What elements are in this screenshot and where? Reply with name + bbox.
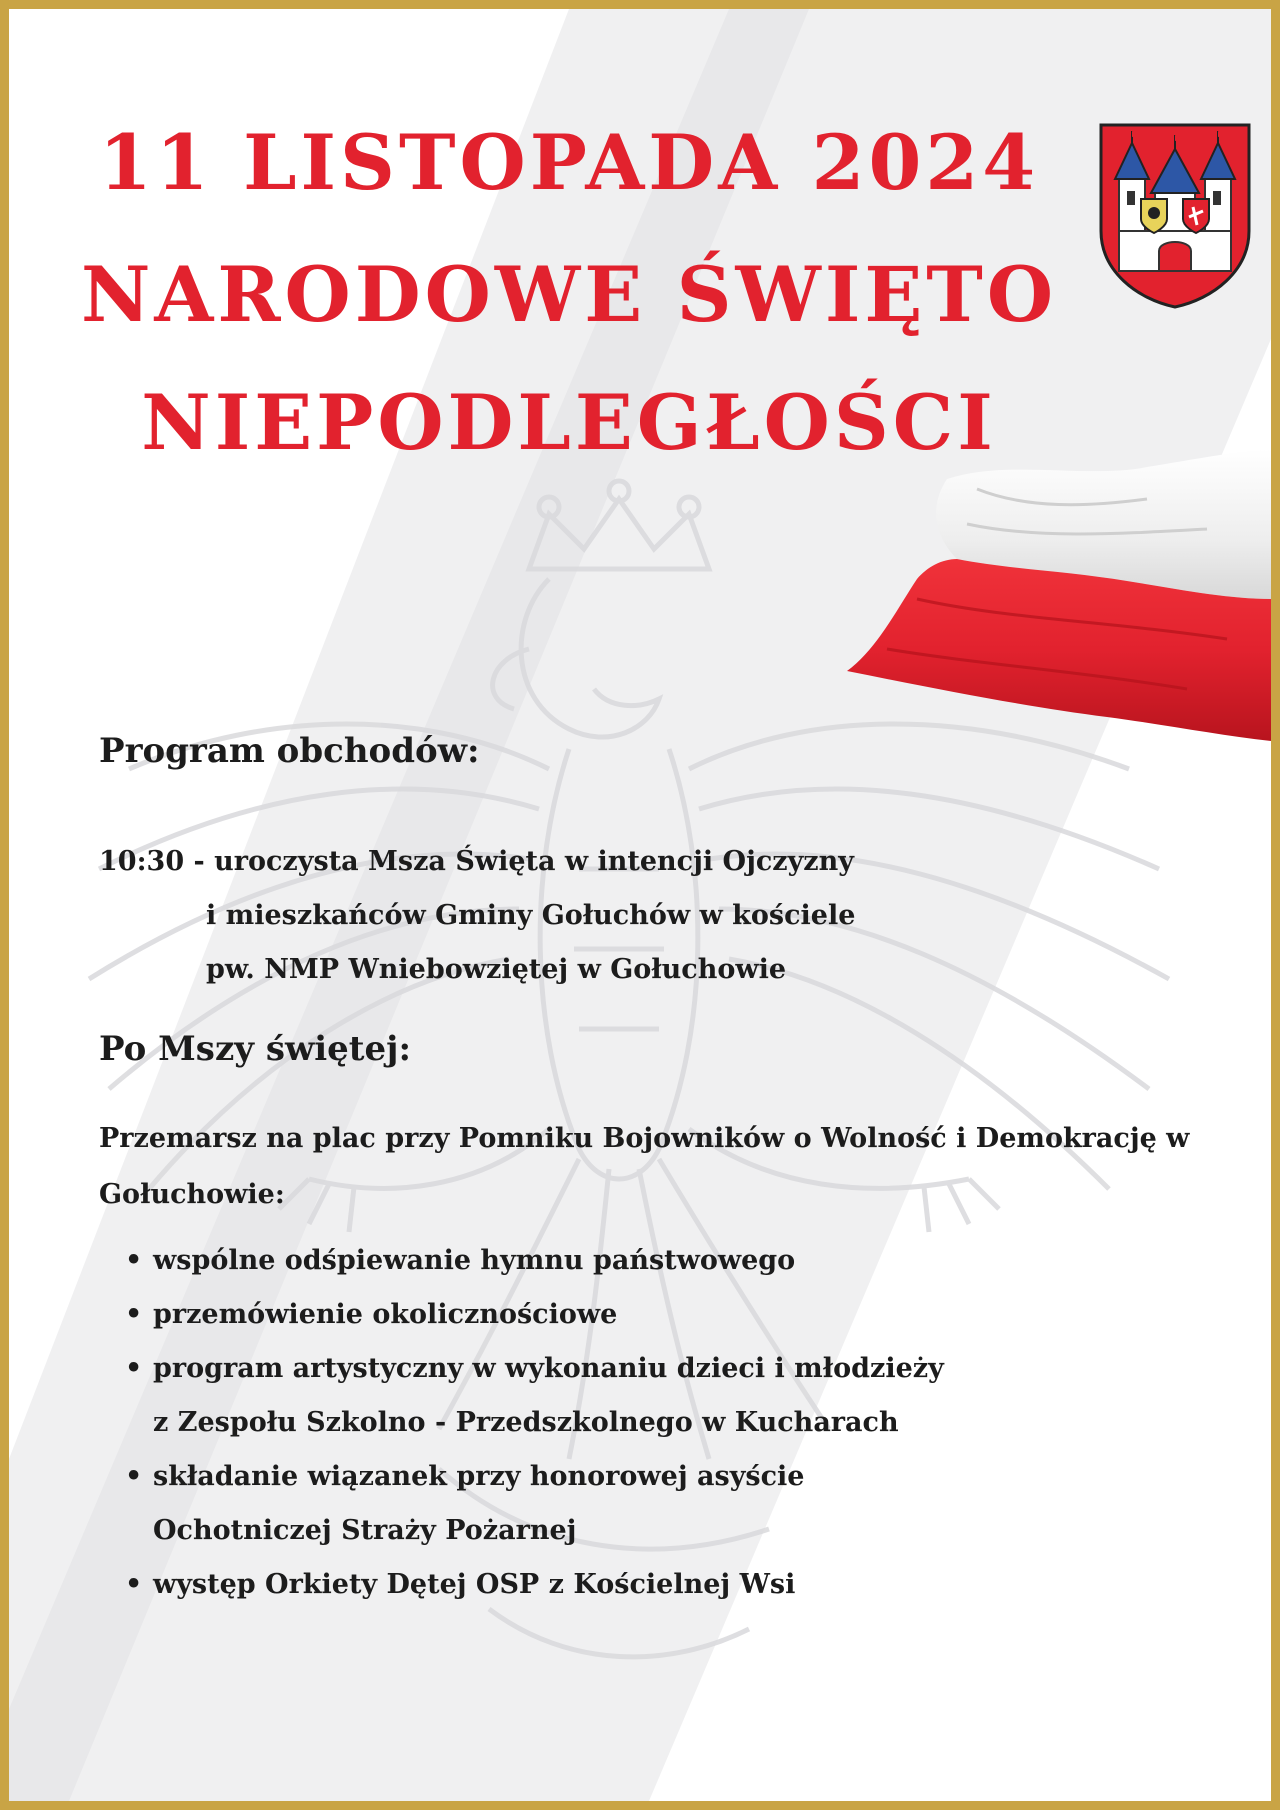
title-line-independence: NIEPODLEGŁOŚCI	[141, 378, 997, 467]
event-list	[119, 1234, 1119, 1612]
title-line-date: 11 LISTOPADA 2024	[98, 118, 1040, 207]
bullet-icon: •	[125, 1461, 143, 1492]
program-item-mass	[99, 835, 999, 997]
polish-flag-icon	[847, 449, 1271, 741]
list-item	[119, 1288, 1119, 1342]
march-description: Przemarsz na plac przy Pomniku Bojowników o Wolność i Demokrację w Gołuchowie:	[99, 1123, 1190, 1210]
list-item-text: przemówienie okolicznościowe	[153, 1299, 618, 1330]
list-item	[119, 1450, 1119, 1558]
list-item	[119, 1558, 1119, 1612]
title-line-holiday: NARODOWE ŚWIĘTO	[80, 250, 1058, 339]
list-item-text: z Zespołu Szkolno - Przedszkolnego w Kucharach	[153, 1407, 899, 1438]
program-item-line: i mieszkańców Gminy Gołuchów w kościele	[206, 900, 856, 931]
list-item	[119, 1342, 1119, 1450]
goluchow-coat-of-arms-icon	[1097, 121, 1253, 309]
list-item-text: program artystyczny w wykonaniu dzieci i młodzieży	[153, 1353, 944, 1384]
list-item	[119, 1234, 1119, 1288]
list-item-text: Ochotniczej Straży Pożarnej	[153, 1515, 577, 1546]
list-item-text: składanie wiązanek przy honorowej asyście	[153, 1461, 805, 1492]
bullet-icon: •	[125, 1569, 143, 1600]
program-item-line: pw. NMP Wniebowziętej w Gołuchowie	[206, 954, 787, 985]
bullet-icon: •	[125, 1353, 143, 1384]
program-heading: Program obchodów:	[99, 731, 480, 771]
bullet-icon: •	[125, 1299, 143, 1330]
program-item-line: 10:30 - uroczysta Msza Święta w intencji Ojczyzny	[99, 846, 854, 877]
bullet-icon: •	[125, 1245, 143, 1276]
list-item-text: wspólne odśpiewanie hymnu państwowego	[153, 1245, 796, 1276]
list-item-text: występ Orkiety Dętej OSP z Kościelnej Wsi	[153, 1569, 796, 1600]
after-mass-heading: Po Mszy świętej:	[99, 1029, 411, 1069]
